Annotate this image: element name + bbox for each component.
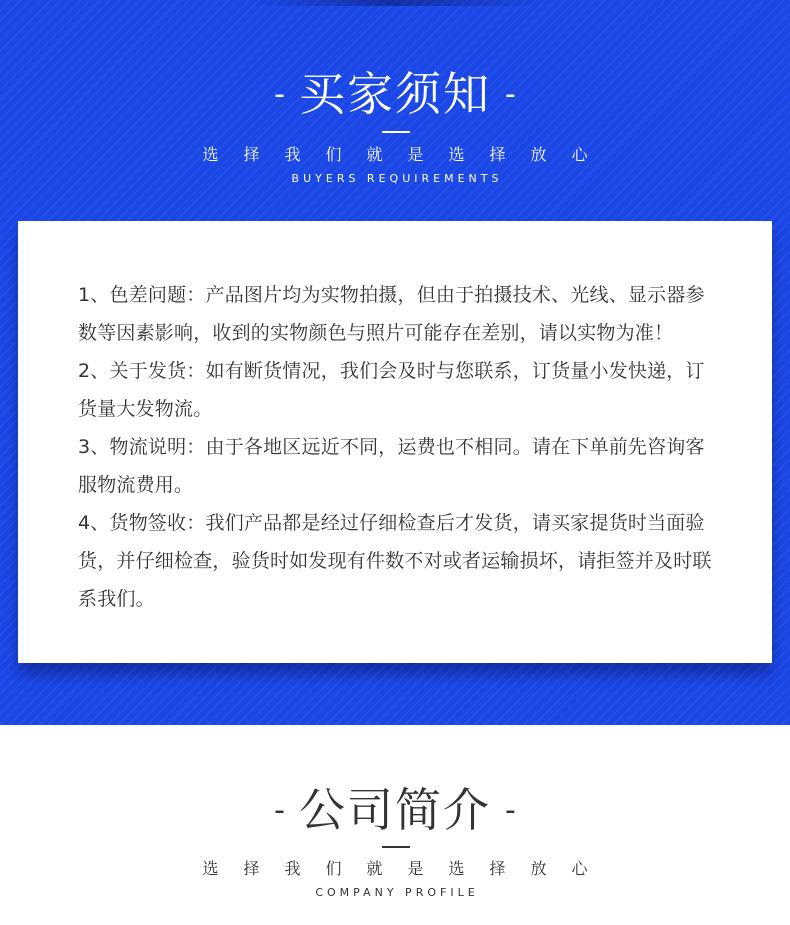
notice-card (18, 221, 772, 663)
buyers-notice-title: 买家须知 (299, 67, 491, 121)
title-dash-right: - (505, 76, 516, 112)
buyers-notice-en-subtitle: BUYERS REQUIREMENTS (291, 172, 503, 185)
title-underline (382, 131, 410, 133)
buyers-notice-subtitle: 选择我们就是选择放心 (202, 145, 613, 164)
notice-list (78, 276, 718, 618)
company-profile-title: 公司简介 (299, 783, 491, 837)
notice-item-shipping: 2、关于发货：如有断货情况，我们会及时与您联系，订货量小发快递，订货量大发物流。 (78, 360, 705, 420)
company-profile-heading (0, 778, 790, 842)
notice-item-logistics: 3、物流说明：由于各地区远近不同，运费也不相同。请在下单前先咨询客服物流费用。 (78, 436, 705, 496)
banner-top-shadow (245, 0, 545, 6)
title-dash-left: - (274, 792, 285, 828)
title-dash-right: - (505, 792, 516, 828)
notice-item-color-difference: 1、色差问题：产品图片均为实物拍摄，但由于拍摄技术、光线、显示器参数等因素影响，收到的实物颜色与照片可能存在差别，请以实物为准！ (78, 284, 705, 344)
title-dash-left: - (274, 76, 285, 112)
company-profile-subtitle: 选择我们就是选择放心 (202, 859, 613, 878)
notice-item-receipt: 4、货物签收：我们产品都是经过仔细检查后才发货，请买家提货时当面验货，并仔细检查，验货时如发现有件数不对或者运输损坏，请拒签并及时联系我们。 (78, 512, 712, 610)
company-profile-en-subtitle: COMPANY PROFILE (315, 886, 479, 899)
buyers-notice-heading (0, 62, 790, 126)
title-underline (382, 846, 410, 848)
